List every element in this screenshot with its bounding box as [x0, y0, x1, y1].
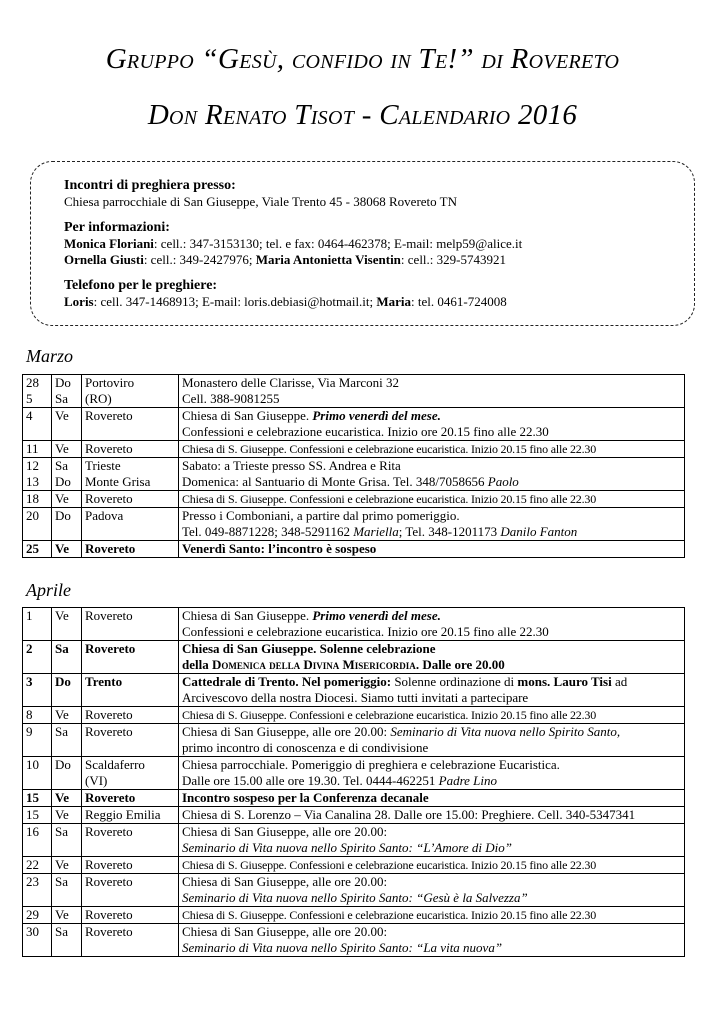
place-cell: Rovereto: [82, 907, 179, 924]
weekday-cell: Ve: [52, 491, 82, 508]
place-cell: Padova: [82, 508, 179, 541]
table-row: [23, 641, 685, 674]
place-cell: Scaldaferro: [85, 757, 145, 772]
table-row: [23, 757, 685, 790]
place-cell: Rovereto: [82, 641, 179, 674]
description-cell: Chiesa di S. Giuseppe. Confessioni e celebrazione eucaristica. Inizio 20.15 fino alle 22.30: [179, 857, 685, 874]
contact2-details: : cell.: 349-2427976;: [143, 252, 256, 267]
place-cell: Rovereto: [82, 857, 179, 874]
place-cell: Rovereto: [82, 441, 179, 458]
day-cell: 11: [23, 441, 52, 458]
day-cell: 30: [23, 924, 52, 957]
weekday-cell: Sa: [52, 641, 82, 674]
place-cell: Rovereto: [82, 541, 179, 558]
place-cell: Trieste: [85, 458, 121, 473]
description-text: Chiesa di San Giuseppe.: [182, 608, 313, 623]
document-title-line1: Gruppo “Gesù, confido in Te!” di Rovereto: [105, 43, 620, 75]
weekday-cell: Do: [55, 375, 71, 390]
info-box: [30, 161, 695, 326]
weekday-cell: Ve: [52, 807, 82, 824]
place-cell: Rovereto: [82, 491, 179, 508]
seminar-title: Seminario di Vita nuova nello Spirito Santo: “La vita nuova”: [182, 940, 503, 955]
contact-name: Paolo: [487, 474, 519, 489]
description-line: Chiesa di San Giuseppe. Solenne celebrazione: [182, 641, 436, 656]
description-cell: Chiesa di S. Lorenzo – Via Canalina 28. Dalle ore 15.00: Preghiere. Cell. 340-5347341: [179, 807, 685, 824]
month-label-marzo: Marzo: [26, 346, 74, 366]
table-row: [23, 408, 685, 441]
description-line: Confessioni e celebrazione eucaristica. Inizio ore 20.15 fino alle 22.30: [182, 624, 549, 639]
weekday-cell: Do: [52, 674, 82, 707]
table-row: [23, 375, 685, 408]
description-emphasis: Cattedrale di Trento. Nel pomeriggio:: [182, 674, 392, 689]
contact-name: Mariella: [353, 524, 399, 539]
description-text: Chiesa di San Giuseppe, alle ore 20.00:: [182, 724, 391, 739]
day-cell: 8: [23, 707, 52, 724]
table-row: [23, 924, 685, 957]
place-cell: (VI): [85, 773, 108, 788]
contact1-details: : cell.: 347-3153130; tel. e fax: 0464-462378; E-mail: melp59@alice.it: [153, 236, 523, 251]
day-cell: 4: [23, 408, 52, 441]
place-cell: Rovereto: [82, 924, 179, 957]
day-cell: 3: [23, 674, 52, 707]
phone2-name: Maria: [376, 294, 412, 309]
day-cell: 15: [23, 790, 52, 807]
day-cell: 16: [23, 824, 52, 857]
weekday-cell: Sa: [52, 724, 82, 757]
description-line: [182, 474, 681, 490]
day-cell: 18: [23, 491, 52, 508]
table-row: [23, 907, 685, 924]
table-row: [23, 608, 685, 641]
description-line: Confessioni e celebrazione eucaristica. Inizio ore 20.15 fino alle 22.30: [182, 424, 549, 439]
table-row: [23, 724, 685, 757]
description-text: Dalle ore 15.00 alle ore 19.30. Tel. 0444-462251: [182, 773, 439, 788]
weekday-cell: Ve: [52, 907, 82, 924]
calendar-table-marzo: [22, 374, 685, 558]
description-line: [182, 724, 681, 740]
day-cell: 15: [23, 807, 52, 824]
description-line: [182, 524, 681, 540]
description-line: Chiesa di San Giuseppe, alle ore 20.00:: [182, 924, 388, 939]
prayer-place: Chiesa parrocchiale di San Giuseppe, Viale Trento 45 - 38068 Rovereto TN: [64, 194, 457, 209]
description-line: Chiesa di San Giuseppe, alle ore 20.00:: [182, 874, 388, 889]
feast-name: Domenica della Divina Misericordia: [211, 657, 416, 672]
day-cell: 29: [23, 907, 52, 924]
description-line: Monastero delle Clarisse, Via Marconi 32: [182, 375, 400, 390]
description-line: Cell. 388-9081255: [182, 391, 280, 406]
weekday-cell: Ve: [52, 857, 82, 874]
phone1-name: Loris: [64, 294, 94, 309]
description-line: Presso i Comboniani, a partire dal primo pomeriggio.: [182, 508, 460, 523]
description-text: Chiesa di San Giuseppe.: [182, 408, 313, 423]
day-cell: 2: [23, 641, 52, 674]
table-row: [23, 674, 685, 707]
table-row: [23, 824, 685, 857]
weekday-cell: Ve: [52, 541, 82, 558]
contact-name: Padre Lino: [438, 773, 498, 788]
place-cell: Reggio Emilia: [82, 807, 179, 824]
description-cell: Venerdì Santo: l’incontro è sospeso: [179, 541, 685, 558]
day-cell: 20: [23, 508, 52, 541]
place-cell: Monte Grisa: [85, 474, 151, 489]
weekday-cell: Do: [55, 474, 71, 489]
description-line: [182, 674, 681, 690]
description-line: Chiesa parrocchiale. Pomeriggio di preghiera e celebrazione Eucaristica.: [182, 757, 560, 772]
phone-heading: Telefono per le preghiere:: [64, 278, 218, 293]
contact2-name: Ornella Giusti: [64, 252, 144, 267]
day-cell: 12: [26, 458, 39, 473]
place-cell: (RO): [85, 391, 112, 406]
phone2-details: : tel. 0461-724008: [411, 294, 507, 309]
seminar-name: Seminario di Vita nuova nello Spirito Santo,: [390, 724, 621, 739]
contact3-name: Maria Antonietta Visentin: [255, 252, 401, 267]
place-cell: Rovereto: [82, 608, 179, 641]
day-cell: 28: [26, 375, 39, 390]
table-row: [23, 707, 685, 724]
weekday-cell: Sa: [52, 824, 82, 857]
description-line: [182, 657, 681, 673]
place-cell: Rovereto: [82, 790, 179, 807]
day-cell: 9: [23, 724, 52, 757]
description-text: . Dalle ore 20.00: [415, 657, 505, 672]
weekday-cell: Sa: [55, 391, 68, 406]
seminar-title: Seminario di Vita nuova nello Spirito Santo: “Gesù è la Salvezza”: [182, 890, 528, 905]
contact-line-1: [64, 236, 694, 252]
place-cell: Rovereto: [82, 874, 179, 907]
description-line: Chiesa di San Giuseppe, alle ore 20.00:: [182, 824, 388, 839]
table-row: [23, 807, 685, 824]
place-cell: Rovereto: [82, 724, 179, 757]
description-text: Domenica: al Santuario di Monte Grisa. Tel. 348/7058656: [182, 474, 488, 489]
table-row: [23, 508, 685, 541]
description-cell: Chiesa di S. Giuseppe. Confessioni e celebrazione eucaristica. Inizio 20.15 fino alle 22.30: [179, 707, 685, 724]
description-line: [182, 608, 681, 624]
description-text: della: [182, 657, 212, 672]
day-cell: 13: [26, 474, 39, 489]
description-line: primo incontro di conoscenza e di condivisione: [182, 740, 429, 755]
description-text: ; Tel. 348-1201173: [398, 524, 501, 539]
weekday-cell: Ve: [52, 790, 82, 807]
description-text: Solenne ordinazione di: [391, 674, 518, 689]
phone-line: [64, 294, 694, 310]
table-row: [23, 790, 685, 807]
table-row: [23, 458, 685, 491]
place-cell: Trento: [82, 674, 179, 707]
prayer-heading: Incontri di preghiera presso:: [64, 178, 236, 193]
table-row: [23, 541, 685, 558]
day-cell: 5: [26, 391, 33, 406]
day-cell: 1: [23, 608, 52, 641]
place-cell: Rovereto: [82, 408, 179, 441]
weekday-cell: Sa: [55, 458, 68, 473]
weekday-cell: Do: [52, 757, 82, 790]
weekday-cell: Sa: [52, 924, 82, 957]
weekday-cell: Do: [52, 508, 82, 541]
description-line: Sabato: a Trieste presso SS. Andrea e Rita: [182, 458, 401, 473]
description-line: [182, 773, 681, 789]
month-label-aprile: Aprile: [26, 580, 71, 600]
weekday-cell: Ve: [52, 608, 82, 641]
seminar-title: Seminario di Vita nuova nello Spirito Santo: “L’Amore di Dio”: [182, 840, 512, 855]
contact-heading: Per informazioni:: [64, 220, 170, 235]
contact-line-2: [64, 252, 694, 268]
day-cell: 25: [23, 541, 52, 558]
phone1-details: : cell. 347-1468913; E-mail: loris.debiasi@hotmail.it;: [93, 294, 377, 309]
description-text: ad: [611, 674, 628, 689]
weekday-cell: Ve: [52, 707, 82, 724]
place-cell: Rovereto: [82, 824, 179, 857]
description-cell: Chiesa di S. Giuseppe. Confessioni e celebrazione eucaristica. Inizio 20.15 fino alle 22.30: [179, 907, 685, 924]
description-line: [182, 408, 681, 424]
place-cell: Rovereto: [82, 707, 179, 724]
day-cell: 23: [23, 874, 52, 907]
place-cell: Portoviro: [85, 375, 135, 390]
table-row: [23, 874, 685, 907]
description-emphasis: Primo venerdì del mese.: [312, 408, 441, 423]
description-line: Arcivescovo della nostra Diocesi. Siamo tutti invitati a partecipare: [182, 690, 529, 705]
contact3-details: : cell.: 329-5743921: [400, 252, 506, 267]
table-row: [23, 857, 685, 874]
weekday-cell: Sa: [52, 874, 82, 907]
weekday-cell: Ve: [52, 408, 82, 441]
table-row: [23, 441, 685, 458]
contact1-name: Monica Floriani: [64, 236, 154, 251]
weekday-cell: Ve: [52, 441, 82, 458]
table-row: [23, 491, 685, 508]
description-cell: Chiesa di S. Giuseppe. Confessioni e celebrazione eucaristica. Inizio 20.15 fino alle 22.30: [179, 491, 685, 508]
contact-name: Danilo Fanton: [500, 524, 578, 539]
description-text: Tel. 049-8871228; 348-5291162: [182, 524, 354, 539]
description-cell: Chiesa di S. Giuseppe. Confessioni e celebrazione eucaristica. Inizio 20.15 fino alle 22.30: [179, 441, 685, 458]
description-emphasis: Primo venerdì del mese.: [312, 608, 441, 623]
day-cell: 22: [23, 857, 52, 874]
document-title-line2: Don Renato Tisot - Calendario 2016: [147, 99, 578, 131]
person-name: mons. Lauro Tisi: [517, 674, 612, 689]
calendar-table-aprile: [22, 607, 685, 957]
day-cell: 10: [23, 757, 52, 790]
description-cell: Incontro sospeso per la Conferenza decanale: [179, 790, 685, 807]
